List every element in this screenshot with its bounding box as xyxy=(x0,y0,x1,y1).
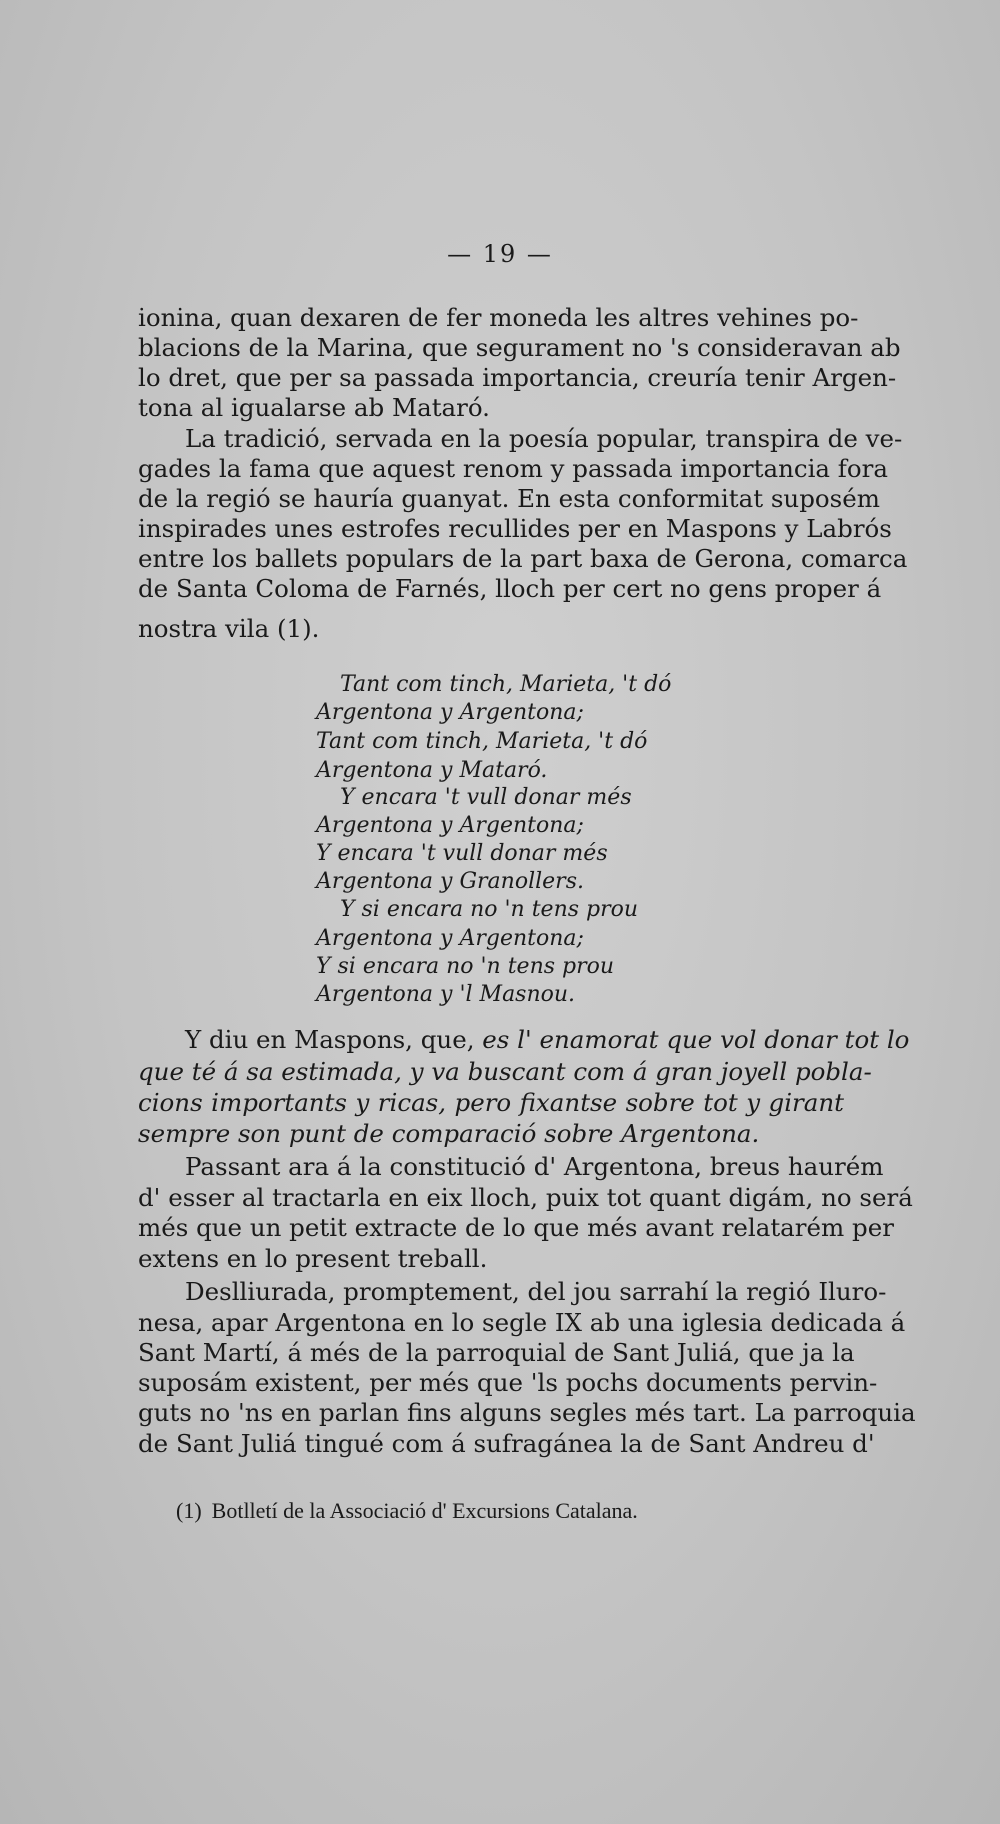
footnote-marker: (1) xyxy=(176,1498,202,1523)
poem-line: Argentona y Argentona; xyxy=(316,700,584,725)
text-line: que té á sa estimada, y va buscant com á gran joyell pobla- xyxy=(138,1057,872,1086)
text-line: més que un petit extracte de lo que més avant relatarém per xyxy=(138,1213,894,1242)
text-line: extens en lo present treball. xyxy=(138,1244,488,1273)
text-line: guts no 'ns en parlan fins alguns segles més tart. La parroquia xyxy=(138,1398,916,1427)
poem-line: Tant com tinch, Marieta, 't dó xyxy=(316,729,648,754)
text-line: inspirades unes estrofes recullides per en Maspons y Labrós xyxy=(138,514,892,543)
poem-line: Y si encara no 'n tens prou xyxy=(340,897,639,922)
poem-line: Y encara 't vull donar més xyxy=(316,841,608,866)
text-line xyxy=(185,1025,910,1055)
text-line: de la regió se hauría guanyat. En esta conformitat suposém xyxy=(138,484,880,513)
text-roman: Y diu en Maspons, que, xyxy=(185,1025,483,1054)
text-line: de Sant Juliá tingué com á sufragánea la de Sant Andreu d' xyxy=(138,1429,875,1458)
text-line: de Santa Coloma de Farnés, lloch per cert no gens proper á xyxy=(138,574,882,603)
text-line: tona al igualarse ab Mataró. xyxy=(138,393,490,422)
text-line: nesa, apar Argentona en lo segle IX ab una iglesia dedicada á xyxy=(138,1308,906,1337)
text-line: lo dret, que per sa passada importancia, creuría tenir Argen- xyxy=(138,363,897,392)
poem-line: Argentona y Mataró. xyxy=(316,758,548,783)
poem-line: Argentona y 'l Masnou. xyxy=(316,982,576,1007)
page-number: — 19 — xyxy=(447,240,553,268)
text-line: nostra vila (1). xyxy=(138,614,320,643)
text-line: Deslliurada, promptement, del jou sarrahí la regió Iluro- xyxy=(185,1277,887,1306)
text-italic: es l' enamorat que vol donar tot lo xyxy=(482,1025,910,1054)
poem-line: Argentona y Argentona; xyxy=(316,813,584,838)
footnote-text: Botlletí de la Associació d' Excursions Catalana. xyxy=(211,1498,638,1523)
poem-line: Argentona y Granollers. xyxy=(316,869,584,894)
text-line: cions importants y ricas, pero fixantse sobre tot y girant xyxy=(138,1088,844,1117)
poem-line: Argentona y Argentona; xyxy=(316,926,584,951)
text-line: suposám existent, per més que 'ls pochs documents pervin- xyxy=(138,1368,878,1397)
poem-line: Y si encara no 'n tens prou xyxy=(316,954,615,979)
poem-line: Y encara 't vull donar més xyxy=(340,785,632,810)
text-line: d' esser al tractarla en eix lloch, puix tot quant digám, no será xyxy=(138,1183,913,1212)
poem-line: Tant com tinch, Marieta, 't dó xyxy=(340,672,672,697)
text-line: entre los ballets populars de la part baxa de Gerona, comarca xyxy=(138,544,908,573)
text-line: sempre son punt de comparació sobre Argentona. xyxy=(138,1119,760,1148)
text-line: Passant ara á la constitució d' Argentona, breus haurém xyxy=(185,1152,884,1181)
text-line: ionina, quan dexaren de fer moneda les altres vehines po- xyxy=(138,303,859,332)
text-line: blacions de la Marina, que segurament no 's consideravan ab xyxy=(138,333,901,362)
text-line: gades la fama que aquest renom y passada importancia fora xyxy=(138,454,888,483)
footnote xyxy=(176,1498,638,1524)
text-line: La tradició, servada en la poesía popular, transpira de ve- xyxy=(185,424,903,453)
text-line: Sant Martí, á més de la parroquial de Sant Juliá, que ja la xyxy=(138,1338,855,1367)
